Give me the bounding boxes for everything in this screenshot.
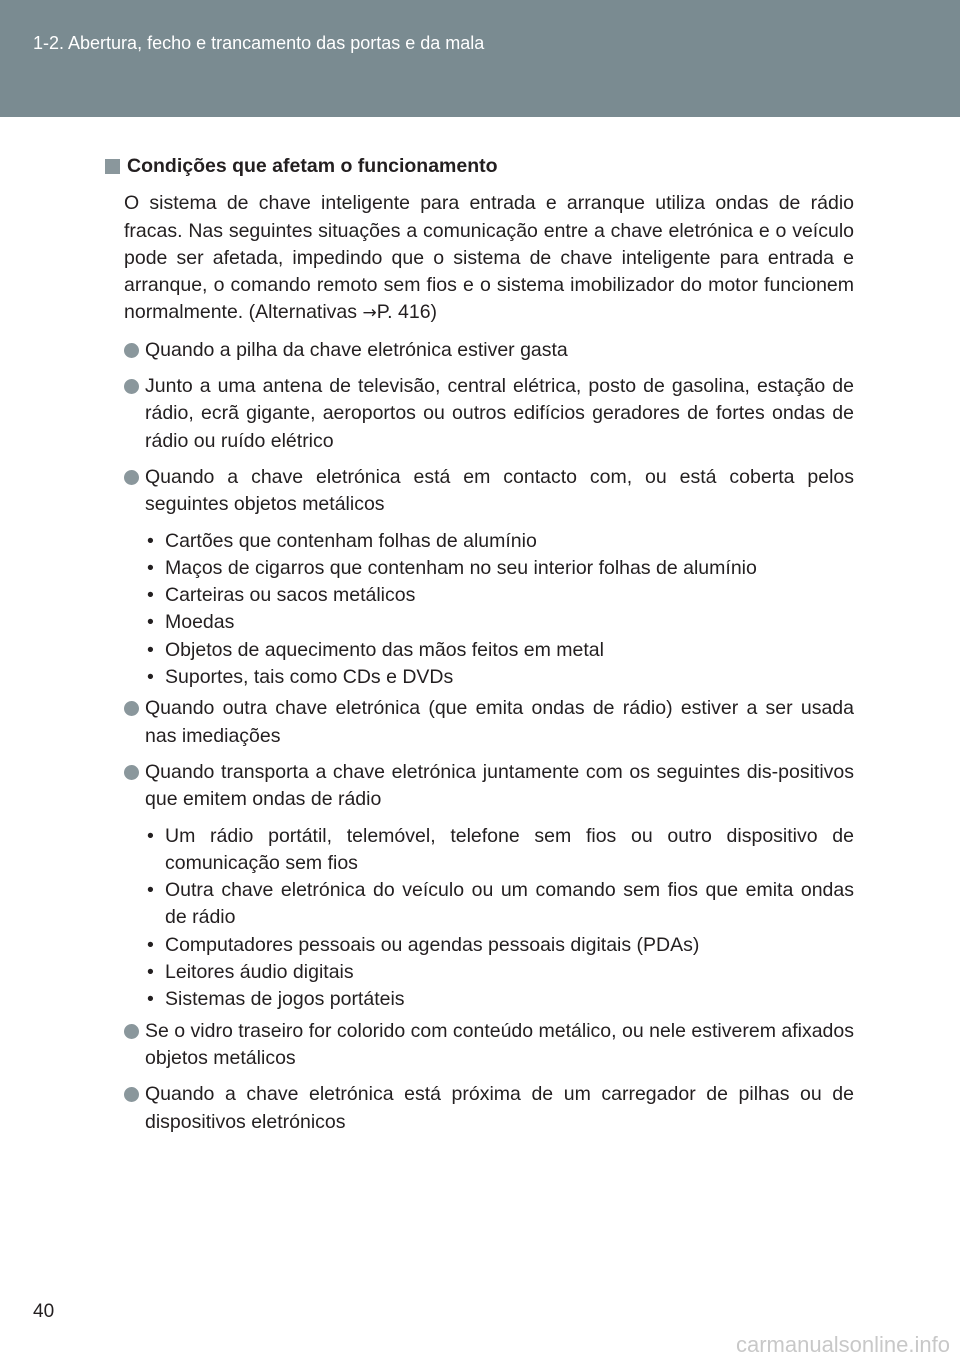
dot-bullet-icon: •	[147, 638, 154, 661]
dot-bullet-icon: •	[147, 529, 154, 552]
dot-bullet-icon: •	[147, 879, 154, 902]
sub-list-item: • Suportes, tais como CDs e DVDs	[145, 664, 854, 691]
dot-bullet-icon: •	[147, 933, 154, 956]
sub-list-item: • Um rádio portátil, telemóvel, telefone sem fios ou outro dispositivo de comunicação sem fios	[147, 824, 854, 874]
sub-list-item: • Moedas	[145, 609, 854, 636]
dot-bullet-icon: •	[147, 666, 154, 689]
main-content	[105, 153, 854, 1145]
sub-list	[105, 528, 854, 692]
square-bullet-icon	[105, 159, 120, 174]
list-item-text: Quando a pilha da chave eletrónica estiver gasta	[145, 338, 568, 361]
circle-bullet-icon	[124, 379, 139, 394]
sub-list-item: • Computadores pessoais ou agendas pessoais digitais (PDAs)	[145, 932, 854, 959]
header-title: 1-2. Abertura, fecho e trancamento das portas e da mala	[33, 33, 485, 53]
section-heading	[105, 153, 854, 180]
circle-bullet-icon	[124, 1024, 139, 1039]
sub-list-item: • Outra chave eletrónica do veículo ou um comando sem fios que emita ondas de rádio	[147, 879, 854, 929]
intro-reference: P. 416)	[376, 301, 438, 324]
section-heading-text: Condições que afetam o funcionamento	[127, 155, 498, 177]
circle-bullet-icon	[124, 765, 139, 780]
dot-bullet-icon: •	[147, 611, 154, 634]
list-item	[105, 759, 854, 814]
page-header	[0, 0, 960, 117]
sub-list-item: • Leitores áudio digitais	[145, 959, 854, 986]
circle-bullet-icon	[124, 343, 139, 358]
circle-bullet-icon	[124, 701, 139, 716]
page-number: 40	[33, 1301, 55, 1322]
sub-list-item: • Sistemas de jogos portáteis	[145, 986, 854, 1013]
intro-paragraph	[105, 190, 854, 327]
circle-bullet-icon	[124, 1087, 139, 1102]
list-item	[105, 337, 854, 364]
list-item-text: Quando a chave eletrónica está próxima de um carregador de pilhas ou de dispositivos eletrónicos	[145, 1083, 854, 1133]
sub-list	[105, 823, 854, 1014]
list-item-text: Se o vidro traseiro for colorido com conteúdo metálico, ou nele estiverem afixados objetos metálicos	[145, 1019, 854, 1069]
dot-bullet-icon: •	[147, 584, 154, 607]
dot-bullet-icon: •	[147, 824, 154, 847]
dot-bullet-icon: •	[147, 556, 154, 579]
circle-bullet-icon	[124, 470, 139, 485]
arrow-icon: →	[362, 303, 377, 324]
sub-list-item: • Objetos de aquecimento das mãos feitos em metal	[145, 637, 854, 664]
list-item-text: Quando outra chave eletrónica (que emita ondas de rádio) estiver a ser usada nas imediações	[145, 697, 854, 747]
sub-list-item: • Maços de cigarros que contenham no seu interior folhas de alumínio	[145, 555, 854, 582]
sub-list-item: • Cartões que contenham folhas de alumínio	[145, 528, 854, 555]
list-item	[105, 695, 854, 750]
list-item	[105, 373, 854, 455]
sub-list-item: • Carteiras ou sacos metálicos	[145, 582, 854, 609]
intro-text: O sistema de chave inteligente para entrada e arranque utiliza ondas de rádio fracas. Nas seguintes situações a comunicação entre a chave eletrónica e o veículo pode ser afetada, impedindo que o sistema de chave inteligente para entrada e arranque, o comando remoto sem fios e o sistema imobilizador do motor funcionem normalmente. (Alternativas	[124, 192, 854, 324]
list-item	[105, 1081, 854, 1136]
list-item	[105, 464, 854, 519]
dot-bullet-icon: •	[147, 988, 154, 1011]
watermark: carmanualsonline.info	[735, 1332, 950, 1357]
list-item-text: Quando transporta a chave eletrónica juntamente com os seguintes dis-positivos que emitem ondas de rádio	[145, 760, 854, 811]
list-item	[105, 1018, 854, 1073]
dot-bullet-icon: •	[147, 961, 154, 984]
list-item-text: Junto a uma antena de televisão, central elétrica, posto de gasolina, estação de rádio, ecrã gigante, aeroportos ou outros edifícios geradores de fortes ondas de rádio ou ruído elétrico	[145, 375, 854, 452]
list-item-text: Quando a chave eletrónica está em contacto com, ou está coberta pelos seguintes objetos metálicos	[145, 465, 854, 516]
